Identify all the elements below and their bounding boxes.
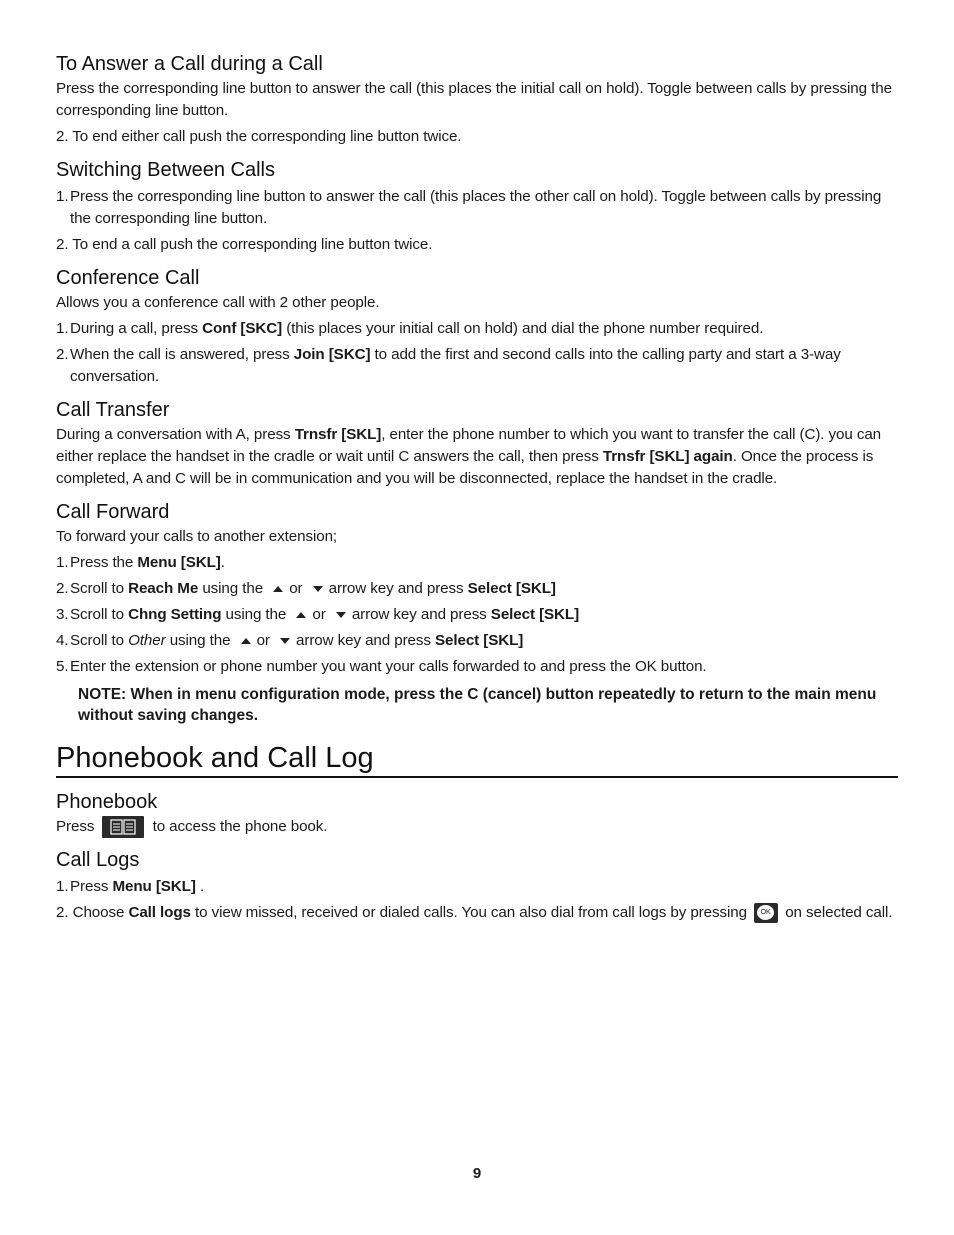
up-arrow-icon [273, 586, 283, 592]
heading-answer-call: To Answer a Call during a Call [56, 53, 323, 75]
heading-conference-call: Conference Call [56, 267, 200, 289]
section-answer-call [56, 50, 898, 148]
config-note: NOTE: When in menu configuration mode, press the C (cancel) button repeatedly to return to the main menu without saving changes. [78, 686, 877, 724]
forward-intro: To forward your calls to another extension; [56, 528, 338, 545]
chapter-header [56, 740, 898, 778]
section-call-transfer [56, 396, 898, 490]
transfer-text: During a conversation with A, press Trnsfr [SKL], enter the phone number to which you want to transfer the call (C). you can either replace the handset in the cradle or wait until C answers the call, then press Trnsfr [SKL] again. Once the process is completed, A and C will be in communication and you will be disconnected, replace the handset in the cradle. [56, 426, 882, 487]
trnsfr-key-label: Trnsfr [SKL] [294, 426, 382, 443]
answer-call-step-2: 2. To end either call push the corresponding line button twice. [56, 128, 462, 145]
heading-call-logs: Call Logs [56, 849, 140, 872]
logs-step-1: 1. Press Menu [SKL] . [56, 878, 205, 896]
forward-step-1: 1. Press the Menu [SKL]. [56, 554, 225, 571]
section-call-forward [56, 498, 898, 726]
chapter-title: Phonebook and Call Log [56, 740, 898, 778]
conference-intro: Allows you a conference call with 2 other people. [56, 294, 380, 311]
logs-step-2: 2. Choose Call logs to view missed, received or dialed calls. You can also dial from call logs by pressing OK on selected call. [56, 904, 893, 922]
switching-step-1: 1. Press the corresponding line button to answer the call (this places the other call on hold). Toggle between calls by pressing the corresponding line button. [56, 188, 882, 227]
manual-page [56, 50, 898, 932]
conference-step-1: 1. During a call, press Conf [SKC] (this places your initial call on hold) and dial the phone number required. [56, 320, 764, 337]
section-call-logs [56, 846, 898, 924]
section-switching-calls [56, 156, 898, 256]
conf-key-label: Conf [SKC] [202, 320, 283, 337]
down-arrow-icon [280, 638, 290, 644]
switching-step-2: 2. To end a call push the corresponding line button twice. [56, 236, 433, 253]
forward-step-2: 2. Scroll to Reach Me using the or arrow key and press Select [SKL] [56, 580, 556, 597]
forward-step-3: 3. Scroll to Chng Setting using the or arrow key and press Select [SKL] [56, 606, 580, 623]
section-phonebook [56, 788, 898, 838]
forward-step-4: 4. Scroll to Other using the or arrow key and press Select [SKL] [56, 632, 524, 649]
page-number: 9 [472, 1165, 482, 1182]
phonebook-key-icon [102, 816, 144, 838]
ok-key-icon: OK [754, 903, 778, 923]
up-arrow-icon [296, 612, 306, 618]
forward-step-5: 5. Enter the extension or phone number you want your calls forwarded to and press the OK button. [56, 658, 707, 675]
up-arrow-icon [241, 638, 251, 644]
phonebook-text: Press to access the phone book. [56, 816, 898, 838]
conference-step-2: 2. When the call is answered, press Join [SKC] to add the first and second calls into the calling party and start a 3-way conversation. [56, 346, 841, 385]
heading-switching-calls: Switching Between Calls [56, 159, 275, 181]
section-conference-call [56, 264, 898, 388]
heading-call-transfer: Call Transfer [56, 399, 170, 421]
heading-call-forward: Call Forward [56, 501, 170, 523]
join-key-label: Join [SKC] [293, 346, 371, 363]
down-arrow-icon [313, 586, 323, 592]
answer-call-text: Press the corresponding line button to answer the call (this places the initial call on hold). Toggle between calls by pressing the corresponding line button. [56, 80, 892, 119]
heading-phonebook: Phonebook [56, 791, 158, 813]
trnsfr-again-label: Trnsfr [SKL] again [602, 448, 733, 465]
down-arrow-icon [336, 612, 346, 618]
